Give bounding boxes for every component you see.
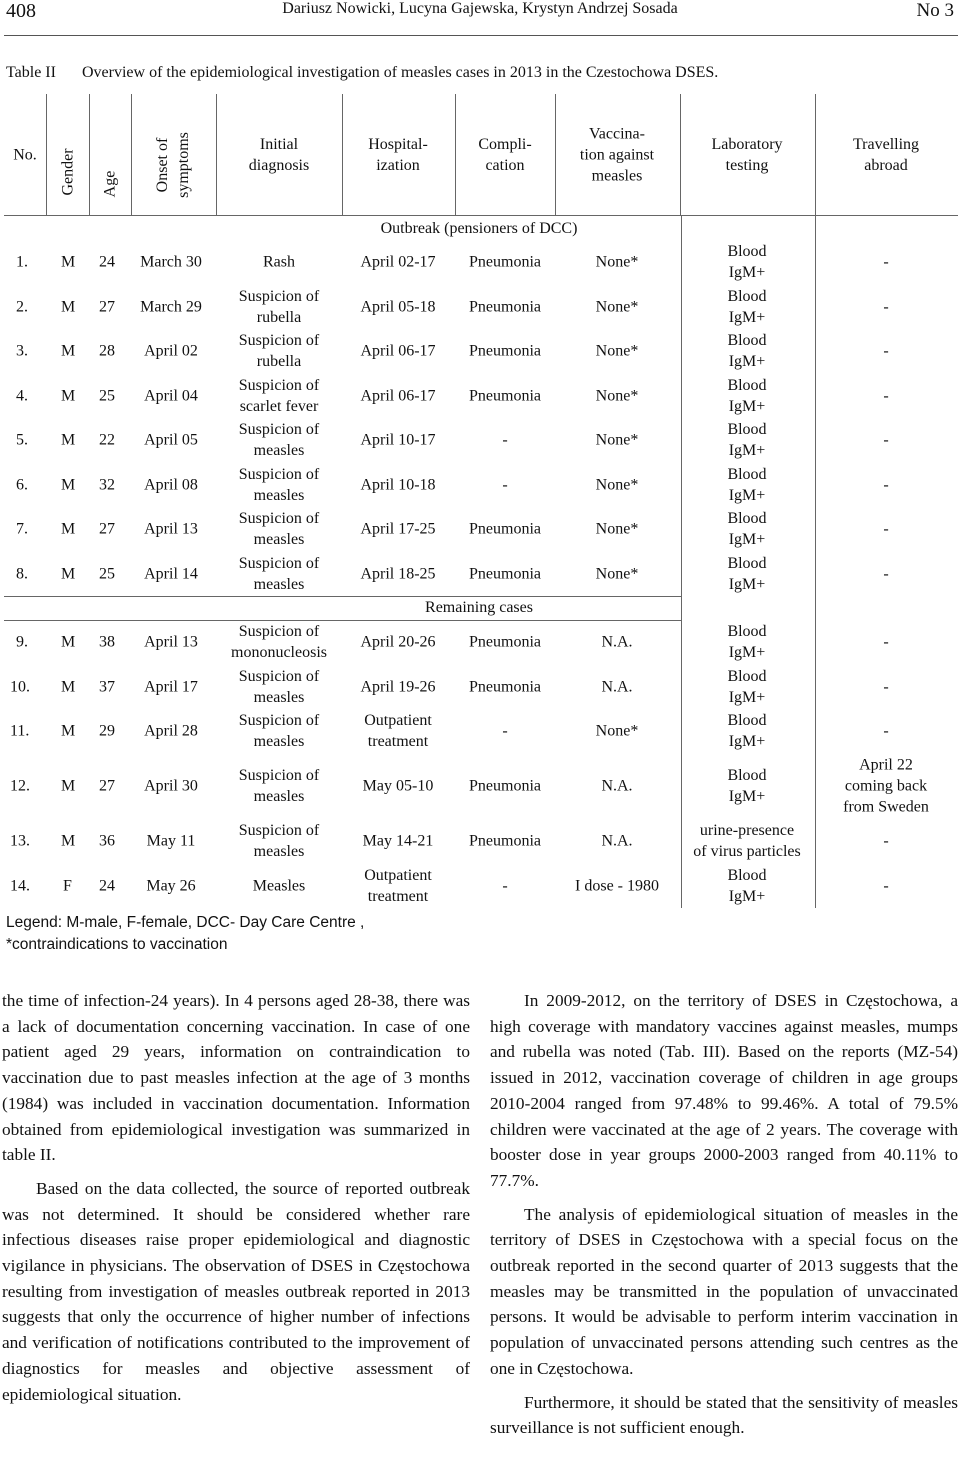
cell-travelling-line1: -: [883, 565, 889, 583]
cell-hospitalization-line2: treatment: [367, 888, 429, 905]
cell-onset: April 14: [144, 565, 198, 583]
cell-laboratory-line1: Blood: [727, 377, 767, 394]
cell-laboratory-line1: Blood: [727, 288, 767, 305]
cell-vaccination: None*: [595, 342, 639, 360]
cell-no: 4.: [16, 387, 28, 405]
cell-complication: Pneumonia: [469, 387, 541, 405]
cell-travelling-line1: April 22: [859, 756, 913, 774]
cell-age: 27: [99, 777, 115, 795]
section-outbreak: Outbreak (pensioners of DCC): [380, 220, 578, 237]
cell-complication: -: [502, 722, 508, 740]
cell-initial-diagnosis-line1: Suspicion of: [238, 466, 320, 483]
cell-vaccination: None*: [595, 431, 639, 449]
cell-age: 25: [99, 565, 115, 583]
cell-no: 7.: [16, 520, 28, 538]
cell-onset: April 02: [144, 342, 198, 360]
header-travel-line2: abroad: [864, 157, 908, 174]
cell-complication: Pneumonia: [469, 678, 541, 696]
cell-age: 29: [99, 722, 115, 740]
cell-onset: May 11: [146, 832, 196, 850]
cell-no: 14.: [10, 877, 30, 895]
cell-laboratory: [727, 241, 766, 283]
header-travel-line1: Travelling: [852, 136, 920, 153]
paragraph: Based on the data collected, the source of reported outbreak was not determined. It should be considered whether rare infectious diseases raise proper epidemiological and diagnostic vigilance in physicians. The observation of DSES in Częstochowa resulting from investigation of measles outbreak reported in 2013 suggests that only the occurrence of higher number of infections and verification of notifications contributed to the improvement of diagnostics for measles and objective assessment of epidemiological situation.: [2, 1178, 470, 1404]
cell-laboratory-line1: Blood: [727, 867, 767, 884]
cell-no: 6.: [16, 476, 28, 494]
cell-laboratory: [727, 710, 766, 752]
cell-initial-diagnosis-line2: mononucleosis: [231, 644, 327, 661]
cell-initial-diagnosis: [239, 820, 319, 862]
cell-laboratory-line2: IgM+: [728, 487, 766, 504]
cell-no: 10.: [10, 678, 30, 696]
cell-travelling-line3: from Sweden: [843, 798, 929, 816]
header-divider: [46, 94, 47, 215]
cell-laboratory-line2: IgM+: [728, 576, 766, 593]
header-gender: Gender: [59, 148, 77, 196]
cell-vaccination: None*: [595, 520, 639, 538]
cell-laboratory-line1: Blood: [727, 332, 767, 349]
cell-age: 32: [99, 476, 115, 494]
header-vacc-line1: Vaccina-: [589, 125, 645, 143]
header-divider: [680, 94, 681, 215]
cell-onset: March 29: [140, 298, 202, 316]
section-remaining: Remaining cases: [425, 599, 533, 616]
cell-travelling-line1: -: [883, 387, 889, 405]
cell-gender: M: [61, 476, 76, 494]
cell-initial-diagnosis-line1: Measles: [252, 877, 306, 895]
cell-no: 1.: [16, 253, 28, 271]
cell-laboratory-line1: Blood: [727, 243, 767, 260]
cell-initial-diagnosis-line2: measles: [253, 487, 305, 504]
cell-gender: M: [61, 832, 76, 850]
header-divider: [89, 94, 90, 215]
cell-initial-diagnosis-line2: measles: [253, 576, 305, 593]
cell-onset: April 04: [144, 387, 198, 405]
cell-travelling-line1: -: [883, 298, 889, 316]
cell-gender: M: [61, 387, 76, 405]
section-rule: [4, 620, 681, 621]
cell-gender: M: [61, 722, 76, 740]
cell-initial-diagnosis-line1: Suspicion of: [238, 623, 320, 640]
cell-age: 27: [99, 298, 115, 316]
cell-age: 36: [99, 832, 115, 850]
cell-laboratory-line1: Blood: [727, 510, 767, 527]
cell-laboratory: [727, 621, 766, 663]
cell-no: 5.: [16, 431, 28, 449]
cell-travelling-line1: -: [883, 253, 889, 271]
cell-laboratory-line2: IgM+: [728, 644, 766, 661]
cell-onset: April 13: [144, 633, 198, 651]
cell-laboratory-line1: Blood: [727, 623, 767, 640]
cell-vaccination: N.A.: [601, 832, 633, 850]
cell-vaccination: None*: [595, 476, 639, 494]
cell-travelling-line1: -: [883, 722, 889, 740]
cell-initial-diagnosis: [239, 553, 319, 595]
cell-age: 24: [99, 253, 115, 271]
cell-gender: F: [63, 877, 72, 895]
cell-no: 9.: [16, 633, 28, 651]
cell-gender: M: [61, 298, 76, 316]
header-rule: [4, 35, 958, 36]
cell-travelling-line1: -: [883, 431, 889, 449]
cell-initial-diagnosis-line2: rubella: [256, 309, 302, 326]
header-lab-line1: Laboratory: [711, 136, 783, 153]
cell-laboratory: [727, 508, 766, 550]
cell-no: 11.: [10, 722, 30, 740]
cell-hospitalization-line2: treatment: [367, 733, 429, 750]
cell-initial-diagnosis-line1: Suspicion of: [238, 668, 320, 685]
cell-travelling: [843, 755, 929, 818]
cell-hospitalization: [360, 677, 435, 698]
cell-travelling: [883, 564, 888, 585]
cell-laboratory-line2: IgM+: [728, 353, 766, 370]
cell-laboratory-line2: IgM+: [728, 309, 766, 326]
cell-initial-diagnosis: [253, 876, 305, 897]
cell-initial-diagnosis: [239, 286, 319, 328]
header-divider: [131, 94, 132, 215]
cell-hospitalization-line1: Outpatient: [364, 867, 432, 884]
cell-complication: Pneumonia: [469, 298, 541, 316]
cell-travelling: [883, 831, 888, 852]
cell-initial-diagnosis: [263, 252, 295, 273]
body-column-left: [2, 988, 470, 1415]
header-divider: [455, 94, 456, 215]
cell-initial-diagnosis: [239, 419, 319, 461]
paragraph: the time of infection-24 years). In 4 persons aged 28-38, there was a lack of documentation concerning vaccination. In case of one patient aged 29 years, information on contraindication to vaccination due to past measles infection at the age of 3 months (1984) was included in vaccination documentation. Information obtained from epidemiological investigation was summarized in table II.: [2, 991, 470, 1165]
cell-age: 25: [99, 387, 115, 405]
cell-initial-diagnosis: [239, 330, 319, 372]
cell-travelling-line1: -: [883, 342, 889, 360]
cell-initial-diagnosis-line1: Suspicion of: [238, 288, 320, 305]
cell-travelling-line2: coming back: [844, 777, 928, 795]
cell-laboratory: [727, 865, 766, 907]
cell-gender: M: [61, 777, 76, 795]
cell-complication: -: [502, 476, 508, 494]
cell-hospitalization: [360, 564, 435, 585]
cell-laboratory-line2: of virus particles: [693, 843, 801, 860]
cell-hospitalization-line1: April 02-17: [360, 253, 436, 271]
cell-hospitalization: [360, 632, 435, 653]
cell-laboratory: [693, 820, 801, 862]
cell-age: 28: [99, 342, 115, 360]
cell-travelling-line1: -: [883, 520, 889, 538]
cell-laboratory: [727, 553, 766, 595]
header-hosp-line2: ization: [376, 157, 420, 174]
cell-age: 37: [99, 678, 115, 696]
cell-laboratory-line1: Blood: [727, 421, 767, 438]
cell-travelling: [883, 632, 888, 653]
table-label: Table II: [6, 64, 56, 81]
legend-line-2: *contraindications to vaccination: [6, 936, 228, 953]
cell-hospitalization: [364, 865, 432, 907]
cell-travelling: [883, 475, 888, 496]
header-vacc-line2: tion against: [579, 146, 655, 164]
cell-hospitalization-line1: April 17-25: [360, 520, 436, 538]
cell-gender: M: [61, 431, 76, 449]
header-laboratory: [711, 134, 782, 176]
header-initial-line2: diagnosis: [248, 157, 310, 174]
cell-no: 8.: [16, 565, 28, 583]
cell-hospitalization: [364, 710, 432, 752]
header-complication: [478, 134, 531, 176]
cell-initial-diagnosis-line2: scarlet fever: [239, 398, 319, 415]
cell-hospitalization: [363, 831, 434, 852]
cell-complication: Pneumonia: [469, 342, 541, 360]
paragraph: The analysis of epidemiological situation of measles in the territory of DSES in Częstochowa with a special focus on the outbreak reported in the second quarter of 2013 suggests that the measles may be transmitted in the population of unvaccinated persons. It would be advisable to perform interim vaccination in population of unvaccinated persons attending such centres as the one in Częstochowa.: [490, 1204, 958, 1378]
cell-hospitalization-line1: April 20-26: [360, 633, 436, 651]
cell-initial-diagnosis: [239, 666, 319, 708]
cell-travelling-line1: -: [883, 633, 889, 651]
cell-vaccination: None*: [595, 387, 639, 405]
cell-onset: April 17: [144, 678, 198, 696]
cell-onset: May 26: [146, 877, 196, 895]
cell-gender: M: [61, 520, 76, 538]
cell-onset: April 08: [144, 476, 198, 494]
cell-initial-diagnosis-line2: measles: [253, 531, 305, 548]
cell-initial-diagnosis-line1: Suspicion of: [238, 332, 320, 349]
cell-initial-diagnosis: [231, 621, 327, 663]
cell-laboratory: [727, 464, 766, 506]
cell-laboratory-line2: IgM+: [728, 689, 766, 706]
cell-initial-diagnosis-line1: Suspicion of: [238, 421, 320, 438]
cell-initial-diagnosis-line1: Suspicion of: [238, 377, 320, 394]
cell-laboratory: [727, 419, 766, 461]
cell-initial-diagnosis: [239, 375, 319, 417]
cell-laboratory: [727, 286, 766, 328]
cell-vaccination: None*: [595, 253, 639, 271]
cell-initial-diagnosis-line2: measles: [253, 733, 305, 750]
cell-laboratory: [727, 330, 766, 372]
table-title: Overview of the epidemiological investigation of measles cases in 2013 in the Czestochowa DSES.: [82, 64, 719, 81]
cell-onset: April 30: [144, 777, 198, 795]
cell-travelling: [883, 386, 888, 407]
cell-laboratory: [727, 666, 766, 708]
cell-travelling: [883, 677, 888, 698]
cell-initial-diagnosis-line2: rubella: [256, 353, 302, 370]
header-divider: [216, 94, 217, 215]
cell-travelling-line1: -: [883, 877, 889, 895]
cell-initial-diagnosis-line1: Suspicion of: [238, 712, 320, 729]
cell-travelling: [883, 519, 888, 540]
cell-hospitalization-line1: April 19-26: [360, 678, 436, 696]
running-header: [0, 0, 960, 36]
header-vacc-line3: measles: [591, 167, 643, 185]
header-onset-line1: Onset of: [154, 137, 171, 193]
header-divider: [555, 94, 556, 215]
cell-laboratory-line2: IgM+: [728, 531, 766, 548]
cell-initial-diagnosis-line2: measles: [253, 843, 305, 860]
header-hosp-line1: Hospital-: [368, 136, 428, 153]
cell-age: 22: [99, 431, 115, 449]
header-hospitalization: [368, 134, 428, 176]
cell-gender: M: [61, 565, 76, 583]
paragraph: Furthermore, it should be stated that the sensitivity of measles surveillance is not sufficient enough.: [490, 1392, 958, 1438]
cell-hospitalization: [360, 297, 435, 318]
cell-hospitalization: [360, 386, 435, 407]
cell-travelling-line1: -: [883, 678, 889, 696]
cell-travelling-line1: -: [883, 832, 889, 850]
cell-laboratory-line2: IgM+: [728, 733, 766, 750]
cell-hospitalization: [360, 475, 435, 496]
header-age: Age: [101, 170, 119, 198]
cell-initial-diagnosis-line2: measles: [253, 442, 305, 459]
cell-gender: M: [61, 678, 76, 696]
cell-initial-diagnosis-line1: Suspicion of: [238, 767, 320, 784]
cell-initial-diagnosis-line1: Suspicion of: [238, 822, 320, 839]
table-legend: [6, 912, 364, 956]
cell-initial-diagnosis-line1: Suspicion of: [238, 510, 320, 527]
cell-laboratory-line2: IgM+: [728, 888, 766, 905]
cell-no: 12.: [10, 777, 30, 795]
paragraph: In 2009-2012, on the territory of DSES in Częstochowa, a high coverage with mandatory vaccines against measles, mumps and rubella was noted (Tab. III). Based on the reports (MZ-54) issued in 2012, vaccination coverage of children in age groups 2010-2004 ranged from 97.48% to 99.46%. A total of 79.5% children were vaccinated at the age of 2 years. The coverage with booster dose in year groups 2000-2003 ranged from 40.11% to 77.7%.: [490, 991, 958, 1190]
cell-hospitalization-line1: April 05-18: [360, 298, 436, 316]
lab-column-divider: [681, 215, 682, 908]
cell-onset: March 30: [140, 253, 202, 271]
legend-line-1: Legend: M-male, F-female, DCC- Day Care Centre ,: [6, 914, 365, 931]
cell-complication: Pneumonia: [469, 520, 541, 538]
cell-travelling: [883, 252, 888, 273]
cell-gender: M: [61, 253, 76, 271]
header-onset: [152, 132, 194, 198]
travel-column-divider: [815, 94, 816, 908]
header-divider: [342, 94, 343, 215]
body-column-right: [490, 988, 958, 1449]
author-line: Dariusz Nowicki, Lucyna Gajewska, Krystyn Andrzej Sosada: [282, 0, 678, 17]
cell-laboratory-line2: IgM+: [728, 442, 766, 459]
issue-number: No 3: [916, 0, 954, 21]
cell-initial-diagnosis: [239, 464, 319, 506]
cell-travelling: [883, 721, 888, 742]
cell-complication: Pneumonia: [469, 777, 541, 795]
cell-hospitalization-line1: April 10-18: [360, 476, 436, 494]
cell-laboratory: [727, 375, 766, 417]
cell-travelling: [883, 297, 888, 318]
cell-laboratory-line1: Blood: [727, 712, 767, 729]
cell-onset: April 28: [144, 722, 198, 740]
cell-hospitalization-line1: May 14-21: [362, 832, 434, 850]
cell-onset: April 13: [144, 520, 198, 538]
cell-vaccination: None*: [595, 565, 639, 583]
cell-hospitalization-line1: April 10-17: [360, 431, 436, 449]
cell-laboratory-line1: Blood: [727, 767, 767, 784]
cell-vaccination: I dose - 1980: [575, 877, 659, 895]
header-travelling: [853, 134, 919, 176]
section-rule: [4, 596, 681, 597]
cell-no: 3.: [16, 342, 28, 360]
cell-vaccination: None*: [595, 298, 639, 316]
cell-onset: April 05: [144, 431, 198, 449]
cell-initial-diagnosis-line2: measles: [253, 788, 305, 805]
cell-initial-diagnosis: [239, 765, 319, 807]
cell-complication: Pneumonia: [469, 633, 541, 651]
table-caption: [6, 64, 718, 82]
cell-no: 2.: [16, 298, 28, 316]
cell-hospitalization-line1: Outpatient: [364, 712, 432, 729]
cell-laboratory-line2: IgM+: [728, 788, 766, 805]
cell-vaccination: N.A.: [601, 678, 633, 696]
cell-age: 27: [99, 520, 115, 538]
cell-gender: M: [61, 342, 76, 360]
cell-initial-diagnosis-line1: Rash: [263, 253, 295, 271]
header-vaccination: [580, 124, 654, 187]
header-lab-line2: testing: [725, 157, 769, 174]
cell-complication: Pneumonia: [469, 832, 541, 850]
cell-hospitalization: [360, 341, 435, 362]
cell-hospitalization-line1: April 18-25: [360, 565, 436, 583]
cell-initial-diagnosis: [239, 710, 319, 752]
cell-hospitalization: [363, 776, 434, 797]
cell-complication: -: [502, 431, 508, 449]
header-onset-line2: symptoms: [175, 132, 192, 198]
page-number: 408: [6, 0, 36, 22]
cell-no: 13.: [10, 832, 30, 850]
cell-complication: Pneumonia: [469, 565, 541, 583]
header-initial-line1: Initial: [259, 136, 299, 153]
cell-gender: M: [61, 633, 76, 651]
cell-initial-diagnosis: [239, 508, 319, 550]
cell-travelling: [883, 430, 888, 451]
cell-laboratory-line1: urine-presence: [699, 822, 795, 839]
cell-travelling-line1: -: [883, 476, 889, 494]
header-initial-diagnosis: [249, 134, 309, 176]
cell-travelling: [883, 876, 888, 897]
cell-vaccination: N.A.: [601, 633, 633, 651]
cell-hospitalization: [360, 519, 435, 540]
cell-hospitalization-line1: April 06-17: [360, 342, 436, 360]
cell-vaccination: None*: [595, 722, 639, 740]
cell-laboratory-line2: IgM+: [728, 398, 766, 415]
cell-age: 38: [99, 633, 115, 651]
header-comp-line2: cation: [485, 157, 525, 174]
cell-laboratory-line1: Blood: [727, 668, 767, 685]
header-comp-line1: Compli-: [478, 136, 532, 153]
cell-hospitalization: [360, 252, 435, 273]
cell-initial-diagnosis-line2: measles: [253, 689, 305, 706]
cell-complication: -: [502, 877, 508, 895]
cell-vaccination: N.A.: [601, 777, 633, 795]
cell-laboratory-line1: Blood: [727, 555, 767, 572]
cell-laboratory-line1: Blood: [727, 466, 767, 483]
header-no: No.: [13, 146, 37, 164]
cell-initial-diagnosis-line1: Suspicion of: [238, 555, 320, 572]
cell-hospitalization-line1: May 05-10: [362, 777, 434, 795]
cell-age: 24: [99, 877, 115, 895]
cell-hospitalization: [360, 430, 435, 451]
cell-hospitalization-line1: April 06-17: [360, 387, 436, 405]
cell-travelling: [883, 341, 888, 362]
header-bottom-rule: [4, 215, 958, 216]
cell-laboratory: [727, 765, 766, 807]
cell-laboratory-line2: IgM+: [728, 264, 766, 281]
cell-complication: Pneumonia: [469, 253, 541, 271]
